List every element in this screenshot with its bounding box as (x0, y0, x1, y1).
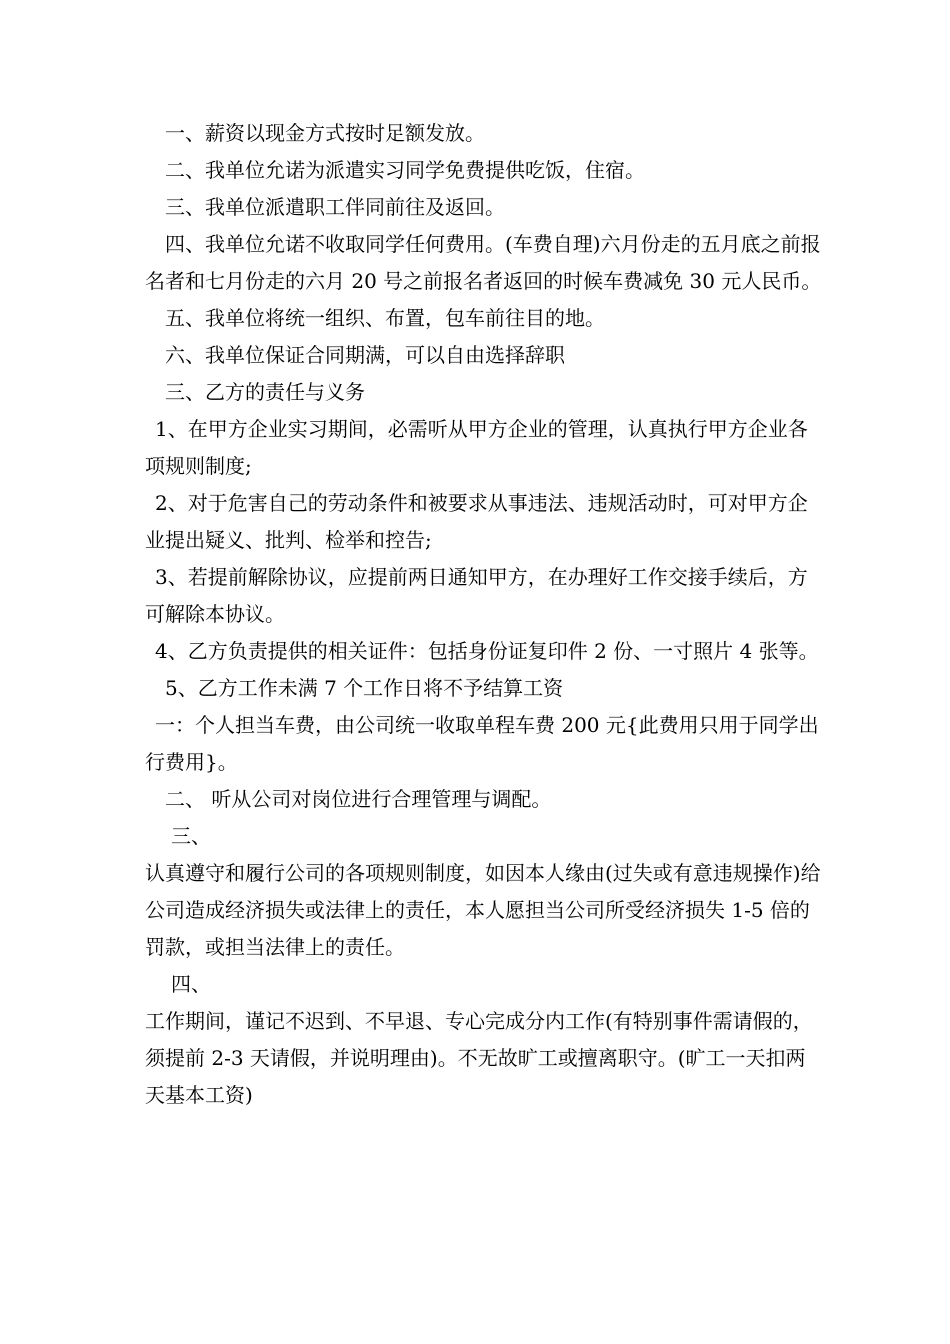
paragraph-item-3: 3、若提前解除协议，应提前两日通知甲方，在办理好工作交接手续后，方可解除本协议。 (145, 565, 808, 626)
paragraph-travel-cost: 一：个人担当车费，由公司统一收取单程车费 200 元{此费用只用于同学出行费用}。 (145, 713, 819, 774)
section-heading-party-b: 三、乙方的责任与义务 (165, 380, 365, 404)
paragraph-meals-lodging: 二、我单位允诺为派遣实习同学免费提供吃饭，住宿。 (165, 158, 645, 182)
paragraph-attendance: 工作期间，谨记不迟到、不早退、专心完成分内工作(有特别事件需请假的，须提前 2-3 天请假，并说明理由)。不无故旷工或擅离职守。(旷工一天扣两天基本工资) (145, 1009, 813, 1107)
paragraph-item-2: 2、对于危害自己的劳动条件和被要求从事违法、违规活动时，可对甲方企业提出疑义、批判、检举和控告; (145, 491, 808, 552)
paragraph-item-1: 1、在甲方企业实习期间，必需听从甲方企业的管理，认真执行甲方企业各项规则制度; (145, 417, 808, 478)
paragraph-item-4: 4、乙方负责提供的相关证件：包括身份证复印件 2 份、一寸照片 4 张等。 (155, 639, 819, 663)
paragraph-number-three: 三、 (171, 824, 211, 848)
paragraph-number-four: 四、 (171, 972, 211, 996)
paragraph-obey-assignment: 二、 听从公司对岗位进行合理管理与调配。 (165, 787, 552, 811)
paragraph-fees: 四、我单位允诺不收取同学任何费用。(车费自理)六月份走的五月底之前报名者和七月份走的六月 20 号之前报名者返回的时候车费减免 30 元人民币。 (145, 232, 822, 293)
paragraph-rules-compliance: 认真遵守和履行公司的各项规则制度，如因本人缘由(过失或有意违规操作)给公司造成经济损失或法律上的责任，本人愿担当公司所受经济损失 1-5 倍的罚款，或担当法律上的责任。 (145, 861, 821, 959)
paragraph-transport: 五、我单位将统一组织、布置，包车前往目的地。 (165, 306, 605, 330)
paragraph-salary: 一、薪资以现金方式按时足额发放。 (165, 121, 485, 145)
paragraph-resignation: 六、我单位保证合同期满，可以自由选择辞职 (165, 343, 565, 367)
paragraph-escort: 三、我单位派遣职工伴同前往及返回。 (165, 195, 505, 219)
paragraph-item-5: 5、乙方工作未满 7 个工作日将不予结算工资 (165, 676, 564, 700)
document-body (145, 115, 825, 1114)
